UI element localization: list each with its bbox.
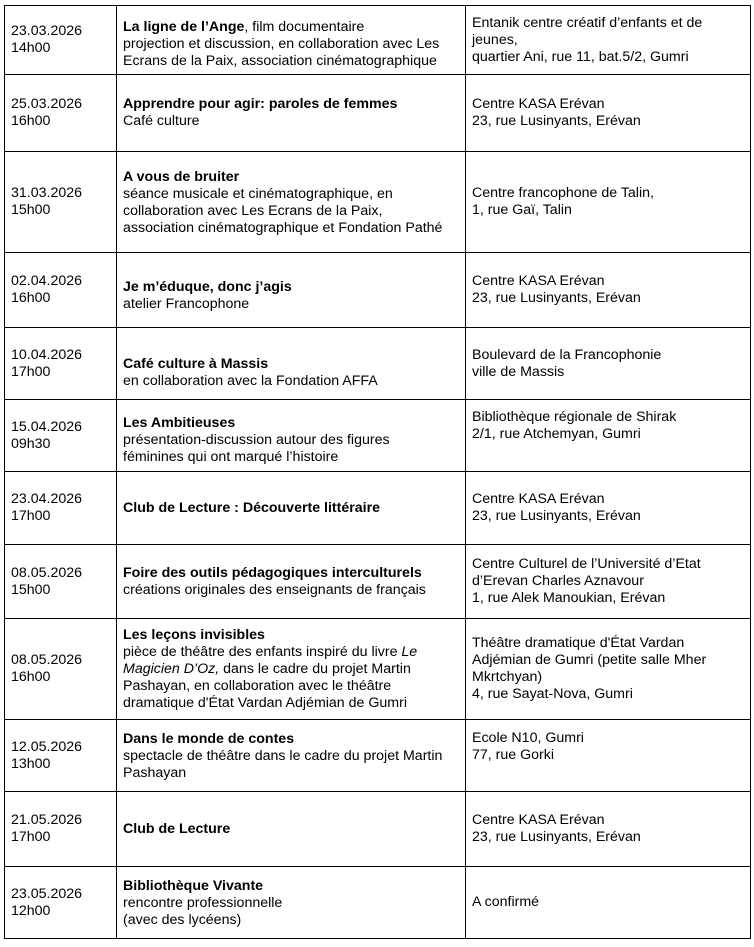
event-location-cell xyxy=(466,867,751,939)
location-line: 23, rue Lusinyants, Erévan xyxy=(472,508,641,524)
event-detail: association cinématographique et Fondation Pathé xyxy=(123,219,443,236)
table-row xyxy=(5,720,751,792)
event-location-cell xyxy=(466,6,751,75)
location-line: Entanik centre créatif d’enfants et de xyxy=(472,14,703,31)
location-line: Mkrtchyan) xyxy=(472,669,543,685)
event-date: 08.05.2026 xyxy=(11,564,83,581)
event-detail: rencontre professionnelle xyxy=(123,894,283,911)
event-title: La ligne de l’Ange xyxy=(123,19,245,35)
location-line: Centre KASA Erévan xyxy=(472,812,605,828)
event-description-cell xyxy=(117,6,466,75)
event-date: 23.04.2026 xyxy=(11,491,83,507)
event-date: 15.04.2026 xyxy=(11,418,83,435)
events-schedule-table xyxy=(4,5,751,939)
event-description-cell xyxy=(117,253,466,328)
event-datetime-cell xyxy=(5,545,117,619)
event-title: Café culture à Massis xyxy=(123,356,269,372)
table-row xyxy=(5,867,751,939)
event-time: 14h00 xyxy=(11,40,51,56)
event-date: 31.03.2026 xyxy=(11,185,83,201)
event-date: 12.05.2026 xyxy=(11,738,83,755)
event-datetime-cell xyxy=(5,400,117,472)
event-title: Club de Lecture : Découverte littéraire xyxy=(123,499,381,516)
event-time: 09h30 xyxy=(11,435,51,452)
event-datetime-cell xyxy=(5,6,117,75)
event-datetime-cell xyxy=(5,472,117,545)
location-line: Adjémian de Gumri (petite salle Mher xyxy=(472,652,707,668)
event-detail: collaboration avec Les Ecrans de la Paix, xyxy=(123,202,383,219)
event-title-suffix: , film documentaire xyxy=(244,19,365,35)
event-detail: Pashayan, en collaboration avec le théâtre xyxy=(123,677,392,694)
event-time: 16h00 xyxy=(11,290,51,306)
event-description-cell xyxy=(117,619,466,720)
event-detail: dramatique d'État Vardan Adjémian de Gumri xyxy=(123,694,407,711)
book-title-text: Magicien D’Oz, xyxy=(123,660,220,677)
event-detail: spectacle de théâtre dans le cadre du projet Martin xyxy=(123,748,443,764)
event-title: Bibliothèque Vivante xyxy=(123,877,264,894)
event-location-cell xyxy=(466,253,751,328)
event-datetime-cell xyxy=(5,720,117,792)
event-datetime-cell xyxy=(5,75,117,152)
event-description-cell xyxy=(117,152,466,253)
location-line: quartier Ani, rue 11, bat.5/2, Gumri xyxy=(472,48,689,65)
location-line: 23, rue Lusinyants, Erévan xyxy=(472,829,641,845)
location-line: Centre Culturel de l’Université d’Etat xyxy=(472,556,701,572)
table-row xyxy=(5,545,751,619)
location-line: 1, rue Gaï, Talin xyxy=(472,202,572,218)
event-detail xyxy=(123,644,459,661)
event-time: 13h00 xyxy=(11,755,51,772)
location-line: Centre francophone de Talin, xyxy=(472,185,654,201)
event-location-cell xyxy=(466,619,751,720)
event-detail: atelier Francophone xyxy=(123,295,250,312)
event-description-cell xyxy=(117,472,466,545)
event-detail-text: dans le cadre du projet Martin xyxy=(219,660,411,677)
event-title: Foire des outils pédagogiques interculturels xyxy=(123,565,422,581)
location-line: Centre KASA Erévan xyxy=(472,96,605,112)
event-datetime-cell xyxy=(5,867,117,939)
table-row xyxy=(5,792,751,867)
event-detail: (avec des lycéens) xyxy=(123,911,242,928)
location-line: d’Erevan Charles Aznavour xyxy=(472,573,644,589)
table-row xyxy=(5,328,751,400)
event-detail: féminines qui ont marqué l’histoire xyxy=(123,448,339,465)
event-description-cell xyxy=(117,792,466,867)
event-title: Je m’éduque, donc j’agis xyxy=(123,278,292,295)
location-line: A confirmé xyxy=(472,894,540,910)
table-row xyxy=(5,75,751,152)
event-location-cell xyxy=(466,328,751,400)
event-detail xyxy=(123,661,459,678)
location-line: Théâtre dramatique d'État Vardan xyxy=(472,635,685,651)
location-line: 23, rue Lusinyants, Erévan xyxy=(472,290,641,306)
event-description-cell xyxy=(117,720,466,792)
event-date: 23.05.2026 xyxy=(11,885,83,902)
table-row xyxy=(5,6,751,75)
location-line: Centre KASA Erévan xyxy=(472,491,605,507)
event-title-line xyxy=(123,19,459,36)
event-time: 16h00 xyxy=(11,113,51,129)
event-location-cell xyxy=(466,545,751,619)
event-date: 23.03.2026 xyxy=(11,23,83,39)
event-location-cell xyxy=(466,152,751,253)
event-title: Les Ambitieuses xyxy=(123,414,236,431)
location-line: Ecole N10, Gumri xyxy=(472,730,584,746)
event-description-cell xyxy=(117,545,466,619)
location-line: jeunes, xyxy=(472,31,518,48)
event-title: Dans le monde de contes xyxy=(123,731,295,747)
event-description-cell xyxy=(117,867,466,939)
location-line: 2/1, rue Atchemyan, Gumri xyxy=(472,426,641,442)
event-time: 15h00 xyxy=(11,581,51,598)
location-line: 77, rue Gorki xyxy=(472,747,555,763)
event-time: 17h00 xyxy=(11,829,51,845)
table-row xyxy=(5,619,751,720)
event-time: 15h00 xyxy=(11,202,51,218)
table-row xyxy=(5,152,751,253)
event-date: 25.03.2026 xyxy=(11,96,83,112)
table-row xyxy=(5,400,751,472)
event-description-cell xyxy=(117,328,466,400)
table-row xyxy=(5,253,751,328)
event-time: 16h00 xyxy=(11,669,51,685)
event-location-cell xyxy=(466,720,751,792)
event-datetime-cell xyxy=(5,152,117,253)
event-detail: en collaboration avec la Fondation AFFA xyxy=(123,373,378,389)
event-detail: créations originales des enseignants de français xyxy=(123,582,426,598)
location-line: ville de Massis xyxy=(472,363,565,380)
event-title: Apprendre pour agir: paroles de femmes xyxy=(123,96,398,112)
table-row xyxy=(5,472,751,545)
event-location-cell xyxy=(466,75,751,152)
event-detail: séance musicale et cinématographique, en xyxy=(123,185,393,202)
event-time: 17h00 xyxy=(11,508,51,524)
event-description-cell xyxy=(117,75,466,152)
event-datetime-cell xyxy=(5,792,117,867)
event-location-cell xyxy=(466,472,751,545)
event-date: 10.04.2026 xyxy=(11,346,83,363)
event-title: A vous de bruiter xyxy=(123,168,240,185)
event-detail: Pashayan xyxy=(123,765,187,781)
location-line: 1, rue Alek Manoukian, Erévan xyxy=(472,590,666,606)
event-detail-text: pièce de théâtre des enfants inspiré du livre xyxy=(123,643,402,660)
location-line: Centre KASA Erévan xyxy=(472,273,605,289)
event-date: 08.05.2026 xyxy=(11,652,83,668)
location-line: 4, rue Sayat-Nova, Gumri xyxy=(472,686,633,702)
event-time: 17h00 xyxy=(11,363,51,380)
event-datetime-cell xyxy=(5,253,117,328)
location-line: Boulevard de la Francophonie xyxy=(472,346,662,363)
event-datetime-cell xyxy=(5,328,117,400)
location-line: 23, rue Lusinyants, Erévan xyxy=(472,113,641,129)
event-date: 21.05.2026 xyxy=(11,812,83,828)
event-title: Club de Lecture xyxy=(123,820,231,837)
event-title: Les leçons invisibles xyxy=(123,626,265,643)
event-detail: Ecrans de la Paix, association cinématographique xyxy=(123,53,437,69)
event-time: 12h00 xyxy=(11,902,51,919)
event-detail: Café culture xyxy=(123,113,200,129)
event-detail: projection et discussion, en collaboration avec Les xyxy=(123,36,440,52)
event-date: 02.04.2026 xyxy=(11,273,83,289)
event-location-cell xyxy=(466,792,751,867)
book-title-text: Le xyxy=(401,643,418,660)
event-detail: présentation-discussion autour des figures xyxy=(123,431,390,448)
location-line: Bibliothèque régionale de Shirak xyxy=(472,409,677,425)
event-datetime-cell xyxy=(5,619,117,720)
event-location-cell xyxy=(466,400,751,472)
event-description-cell xyxy=(117,400,466,472)
